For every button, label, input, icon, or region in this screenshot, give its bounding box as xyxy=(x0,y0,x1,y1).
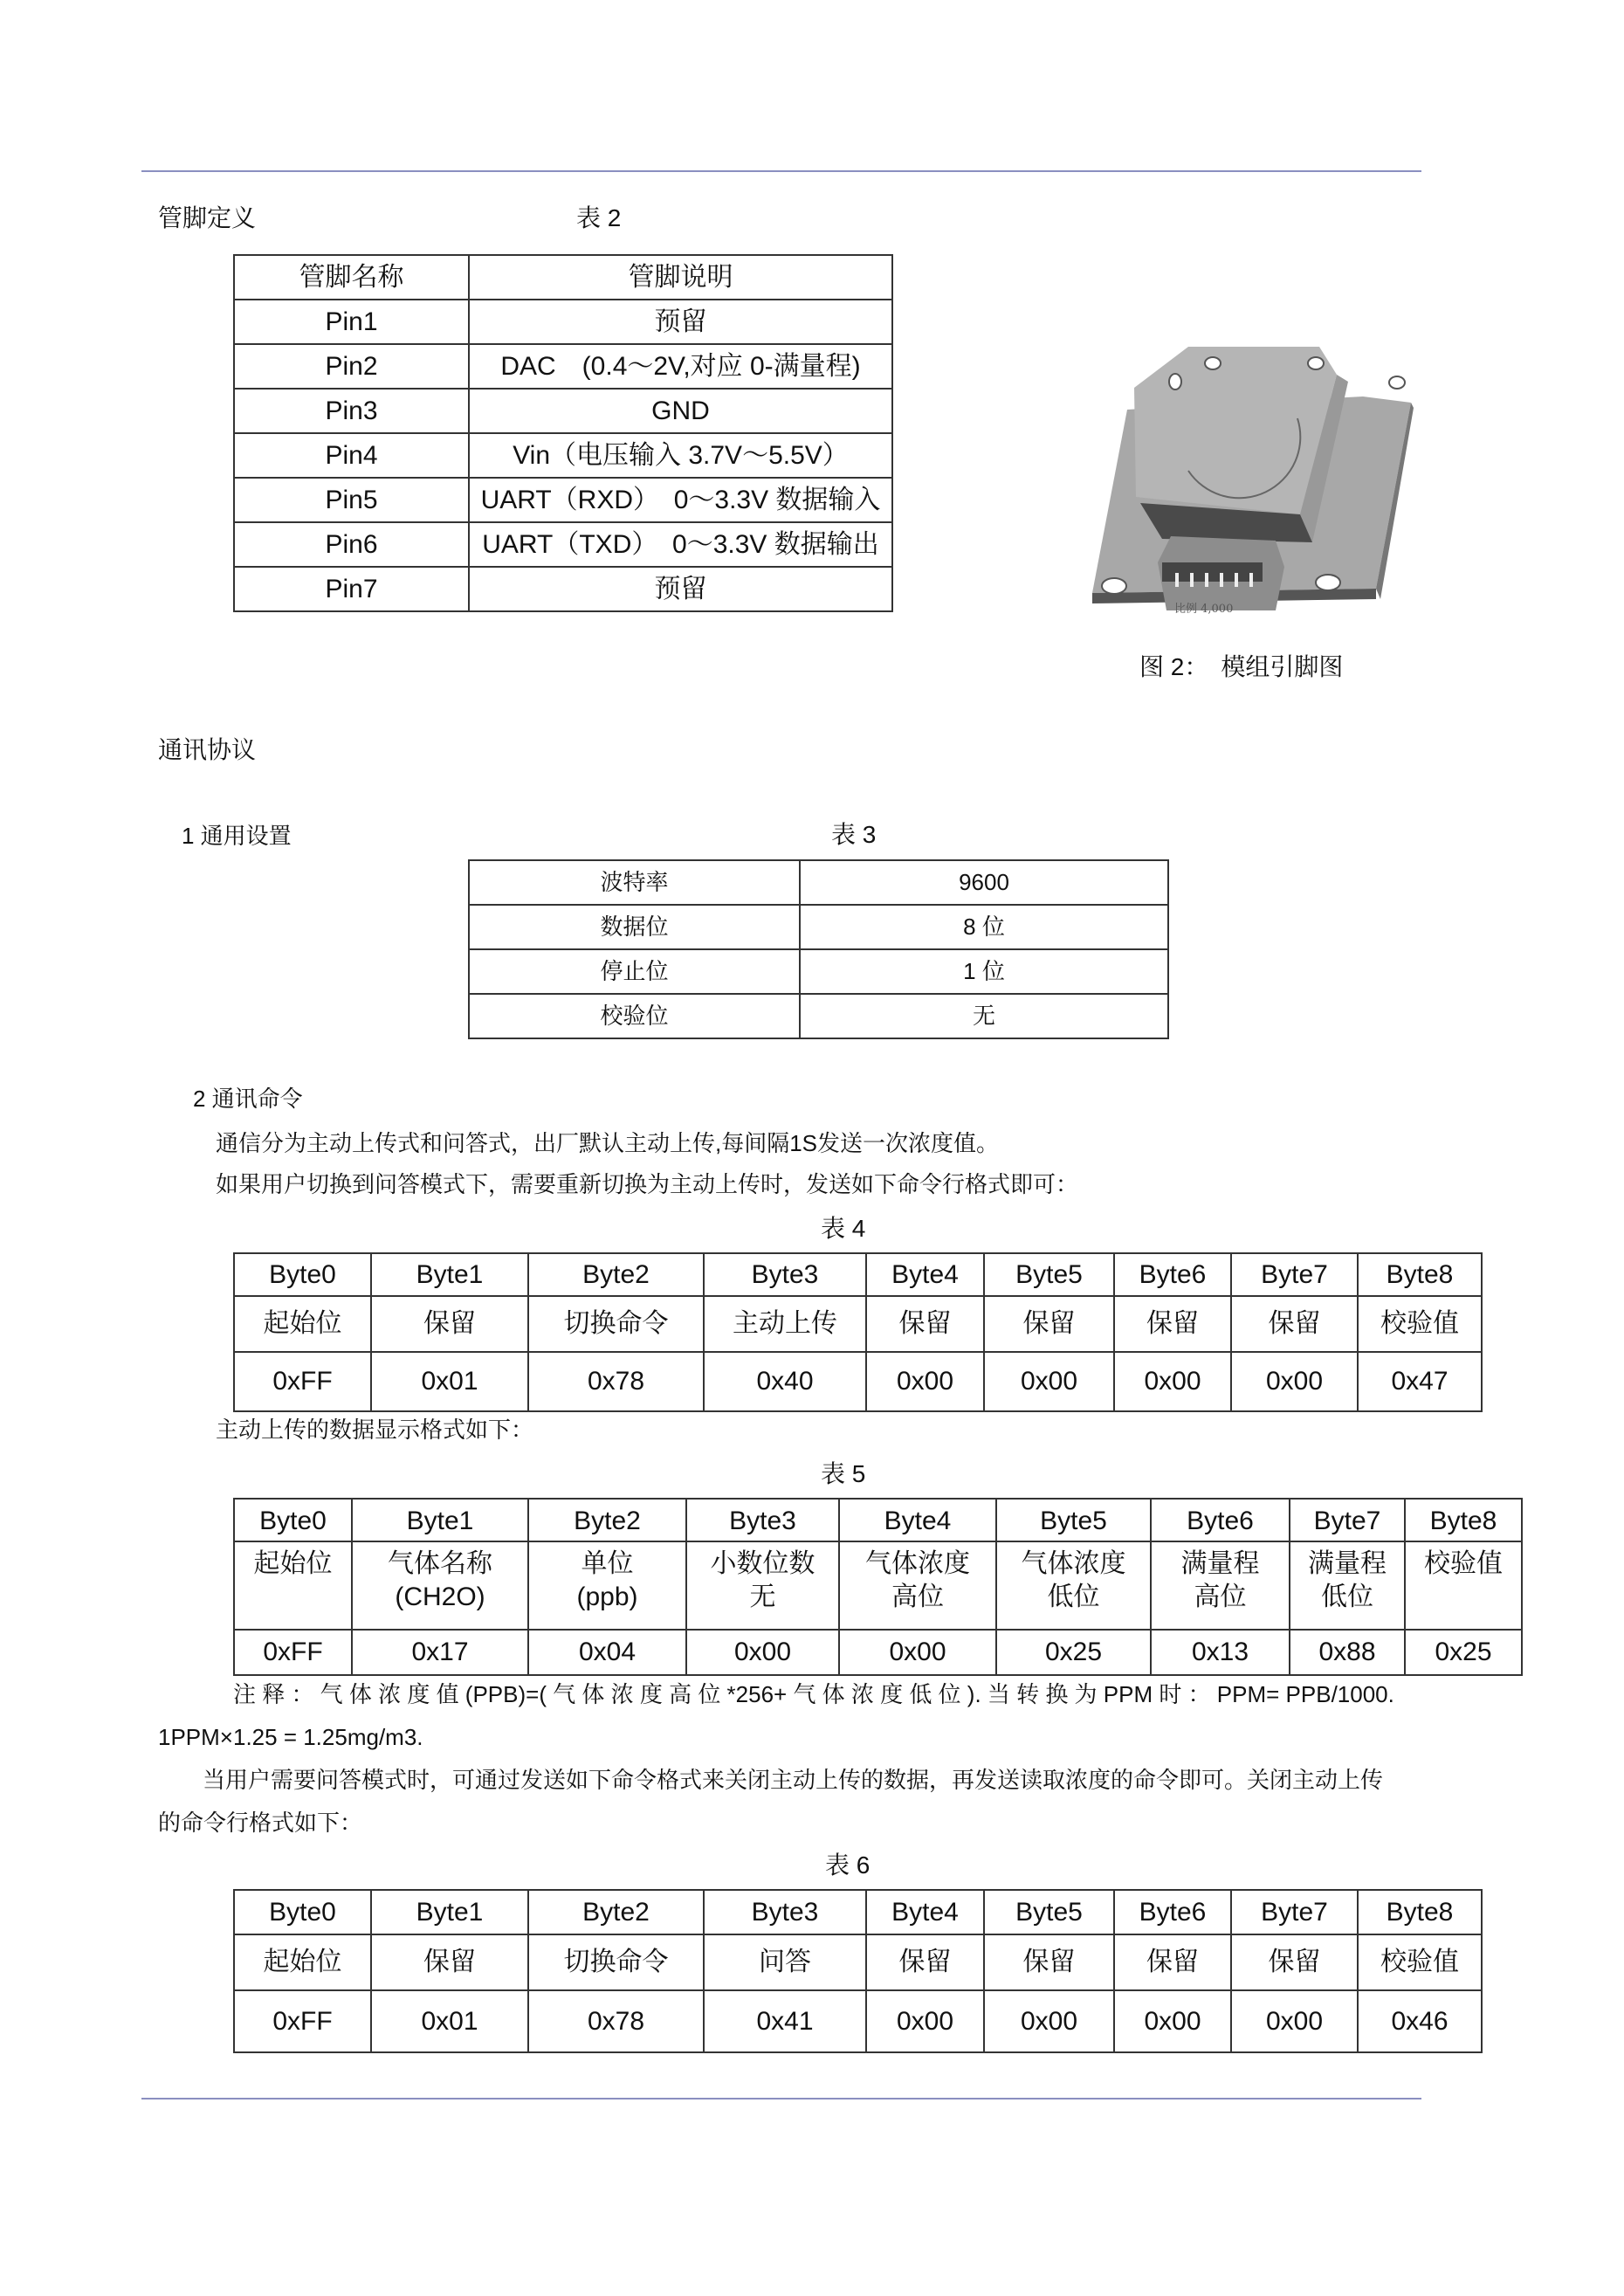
table-cell: Vin（电压输入 3.7V～5.5V） xyxy=(469,433,892,478)
table-cell: UART（TXD） 0～3.3V 数据输出 xyxy=(469,522,892,567)
table-cell: 切换命令 xyxy=(528,1296,704,1352)
table-cell: 满量程 低位 xyxy=(1290,1541,1405,1630)
module-illustration xyxy=(1075,322,1415,628)
table2-caption: 表 2 xyxy=(576,204,622,231)
command-heading: 2 通讯命令 xyxy=(193,1086,303,1112)
table-cell: Pin5 xyxy=(234,478,469,522)
table-row xyxy=(234,1253,1482,1296)
table-cell: 校验值 xyxy=(1405,1541,1522,1630)
table-cell: Byte1 xyxy=(371,1890,528,1934)
table-cell: 0x78 xyxy=(528,1990,704,2052)
table-cell: 数据位 xyxy=(469,905,800,949)
table-row xyxy=(234,255,892,300)
table-cell: 起始位 xyxy=(234,1541,352,1630)
table-cell: 0x00 xyxy=(839,1630,996,1675)
table-cell: Byte1 xyxy=(352,1499,528,1541)
table3-caption: 表 3 xyxy=(831,821,877,848)
table-cell: Byte3 xyxy=(704,1253,866,1296)
table-cell: 预留 xyxy=(469,300,892,344)
general-settings-heading: 1 通用设置 xyxy=(182,823,292,849)
table-row xyxy=(469,905,1168,949)
table-cell: 0x01 xyxy=(371,1990,528,2052)
table-cell: Pin6 xyxy=(234,522,469,567)
table-cell: Pin7 xyxy=(234,567,469,611)
table-cell: 保留 xyxy=(1231,1934,1358,1990)
table5-caption: 表 5 xyxy=(821,1460,866,1487)
table-row xyxy=(234,1934,1482,1990)
section-protocol: 通讯协议 xyxy=(158,736,257,763)
table-cell: Byte2 xyxy=(528,1253,704,1296)
table-cell: Byte8 xyxy=(1405,1499,1522,1541)
table-cell: 单位 (ppb) xyxy=(528,1541,686,1630)
table-cell: Byte8 xyxy=(1358,1253,1482,1296)
table-cell: 气体浓度 高位 xyxy=(839,1541,996,1630)
table-cell: 0x00 xyxy=(1114,1990,1231,2052)
table-row xyxy=(234,1890,1482,1934)
table-cell: Byte6 xyxy=(1114,1253,1231,1296)
table-cell: 无 xyxy=(800,994,1168,1038)
figure-caption: 图 2： 模组引脚图 xyxy=(1139,653,1344,680)
table-cell: Byte5 xyxy=(996,1499,1151,1541)
table-cell: 保留 xyxy=(866,1934,984,1990)
qa-text-1: 当用户需要问答模式时，可通过发送如下命令格式来关闭主动上传的数据，再发送读取浓度的命令即可。关闭主动上传 xyxy=(203,1767,1384,1793)
table6-caption: 表 6 xyxy=(825,1851,870,1879)
table-cell: 9600 xyxy=(800,860,1168,905)
table-cell: Pin4 xyxy=(234,433,469,478)
table-row xyxy=(234,478,892,522)
table-cell: Pin2 xyxy=(234,344,469,389)
table-row xyxy=(469,949,1168,994)
table-cell: 小数位数 无 xyxy=(686,1541,839,1630)
table-cell: 起始位 xyxy=(234,1296,371,1352)
table-cell: 0x40 xyxy=(704,1352,866,1411)
table-cell: 0x00 xyxy=(1231,1352,1358,1411)
table-cell: 校验值 xyxy=(1358,1296,1482,1352)
table-cell: 0x04 xyxy=(528,1630,686,1675)
table-cell: 管脚说明 xyxy=(469,255,892,300)
scale-label: 比例 4,000 xyxy=(1174,603,1234,616)
table-cell: 0x00 xyxy=(866,1352,984,1411)
table-row xyxy=(234,522,892,567)
table-cell: Byte4 xyxy=(866,1253,984,1296)
table-cell: 保留 xyxy=(371,1934,528,1990)
table-cell: 0xFF xyxy=(234,1630,352,1675)
table-row xyxy=(234,344,892,389)
table-cell: 0xFF xyxy=(234,1352,371,1411)
table-cell: Byte7 xyxy=(1290,1499,1405,1541)
note-line-1: 注 释 ： 气 体 浓 度 值 (PPB)=( 气 体 浓 度 高 位 *256+ 气 体 浓 度 低 位 ). 当 转 换 为 PPM 时 ： PPM= PPB/1000. xyxy=(233,1681,1394,1707)
table-row xyxy=(469,860,1168,905)
table-row xyxy=(234,1990,1482,2052)
table-cell: 停止位 xyxy=(469,949,800,994)
pin-table xyxy=(233,254,893,612)
table-cell: Byte0 xyxy=(234,1253,371,1296)
footer-rule xyxy=(141,2098,1421,2099)
table-cell: 保留 xyxy=(984,1296,1114,1352)
table-cell: 切换命令 xyxy=(528,1934,704,1990)
table-cell: Byte2 xyxy=(528,1890,704,1934)
table-cell: Byte7 xyxy=(1231,1890,1358,1934)
table-row xyxy=(234,1499,1522,1541)
table-cell: 保留 xyxy=(1114,1296,1231,1352)
table-cell: Byte5 xyxy=(984,1890,1114,1934)
table-cell: Byte7 xyxy=(1231,1253,1358,1296)
table-cell: 0x01 xyxy=(371,1352,528,1411)
serial-settings-table xyxy=(468,859,1169,1039)
table-cell: 校验位 xyxy=(469,994,800,1038)
table-cell: 0x88 xyxy=(1290,1630,1405,1675)
table-cell: Byte0 xyxy=(234,1890,371,1934)
table-cell: 0x46 xyxy=(1358,1990,1482,2052)
header-rule xyxy=(141,170,1421,172)
table-cell: 1 位 xyxy=(800,949,1168,994)
table-cell: Byte0 xyxy=(234,1499,352,1541)
table-cell: Byte4 xyxy=(866,1890,984,1934)
table-cell: 0x00 xyxy=(866,1990,984,2052)
table-cell: Byte3 xyxy=(704,1890,866,1934)
table-row xyxy=(234,1541,1522,1630)
table-row xyxy=(234,300,892,344)
table-cell: 0x00 xyxy=(1231,1990,1358,2052)
table-cell: 0x17 xyxy=(352,1630,528,1675)
table-cell: Byte1 xyxy=(371,1253,528,1296)
active-upload-command-table xyxy=(233,1252,1483,1412)
table-cell: Byte6 xyxy=(1114,1890,1231,1934)
table-cell: Byte5 xyxy=(984,1253,1114,1296)
table-cell: 0x47 xyxy=(1358,1352,1482,1411)
table-cell: 主动上传 xyxy=(704,1296,866,1352)
table-cell: 保留 xyxy=(371,1296,528,1352)
table-row xyxy=(469,994,1168,1038)
command-text-2: 如果用户切换到问答模式下，需要重新切换为主动上传时，发送如下命令行格式即可： xyxy=(216,1171,1079,1197)
table-cell: 0x00 xyxy=(1114,1352,1231,1411)
table-cell: GND xyxy=(469,389,892,433)
table-cell: Byte8 xyxy=(1358,1890,1482,1934)
table-cell: Byte4 xyxy=(839,1499,996,1541)
section-pin-definition: 管脚定义 xyxy=(158,204,257,231)
table-cell: DAC (0.4～2V,对应 0-满量程) xyxy=(469,344,892,389)
table-row xyxy=(234,567,892,611)
table-cell: 气体名称 (CH2O) xyxy=(352,1541,528,1630)
table-cell: 满量程 高位 xyxy=(1151,1541,1290,1630)
table-cell: 0x00 xyxy=(686,1630,839,1675)
table-cell: 0x00 xyxy=(984,1990,1114,2052)
upload-format-text: 主动上传的数据显示格式如下： xyxy=(216,1417,534,1443)
table-cell: 保留 xyxy=(866,1296,984,1352)
table-cell: 0x25 xyxy=(1405,1630,1522,1675)
table-cell: 波特率 xyxy=(469,860,800,905)
table-cell: 8 位 xyxy=(800,905,1168,949)
table-row xyxy=(234,1630,1522,1675)
note-line-2: 1PPM×1.25 = 1.25mg/m3. xyxy=(158,1724,423,1750)
command-text-1: 通信分为主动上传式和问答式，出厂默认主动上传,每间隔1S发送一次浓度值。 xyxy=(216,1130,1000,1156)
table-cell: 保留 xyxy=(1114,1934,1231,1990)
table-cell: 0x78 xyxy=(528,1352,704,1411)
table-cell: Pin3 xyxy=(234,389,469,433)
table-cell: 0x13 xyxy=(1151,1630,1290,1675)
table-cell: Pin1 xyxy=(234,300,469,344)
table-cell: 0x25 xyxy=(996,1630,1151,1675)
table-cell: 0xFF xyxy=(234,1990,371,2052)
table-row xyxy=(234,1352,1482,1411)
table-cell: 保留 xyxy=(1231,1296,1358,1352)
upload-data-format-table xyxy=(233,1498,1523,1676)
table-cell: 起始位 xyxy=(234,1934,371,1990)
table-cell: 校验值 xyxy=(1358,1934,1482,1990)
table-cell: 管脚名称 xyxy=(234,255,469,300)
table-row xyxy=(234,433,892,478)
qa-text-2: 的命令行格式如下： xyxy=(158,1810,363,1836)
table-row xyxy=(234,389,892,433)
table-cell: 问答 xyxy=(704,1934,866,1990)
table-cell: UART（RXD） 0～3.3V 数据输入 xyxy=(469,478,892,522)
table-row xyxy=(234,1296,1482,1352)
table-cell: 保留 xyxy=(984,1934,1114,1990)
qa-mode-command-table xyxy=(233,1889,1483,2053)
table-cell: 0x41 xyxy=(704,1990,866,2052)
table4-caption: 表 4 xyxy=(821,1215,866,1242)
table-cell: 预留 xyxy=(469,567,892,611)
table-cell: 气体浓度 低位 xyxy=(996,1541,1151,1630)
table-cell: Byte2 xyxy=(528,1499,686,1541)
table-cell: Byte3 xyxy=(686,1499,839,1541)
table-cell: Byte6 xyxy=(1151,1499,1290,1541)
table-cell: 0x00 xyxy=(984,1352,1114,1411)
